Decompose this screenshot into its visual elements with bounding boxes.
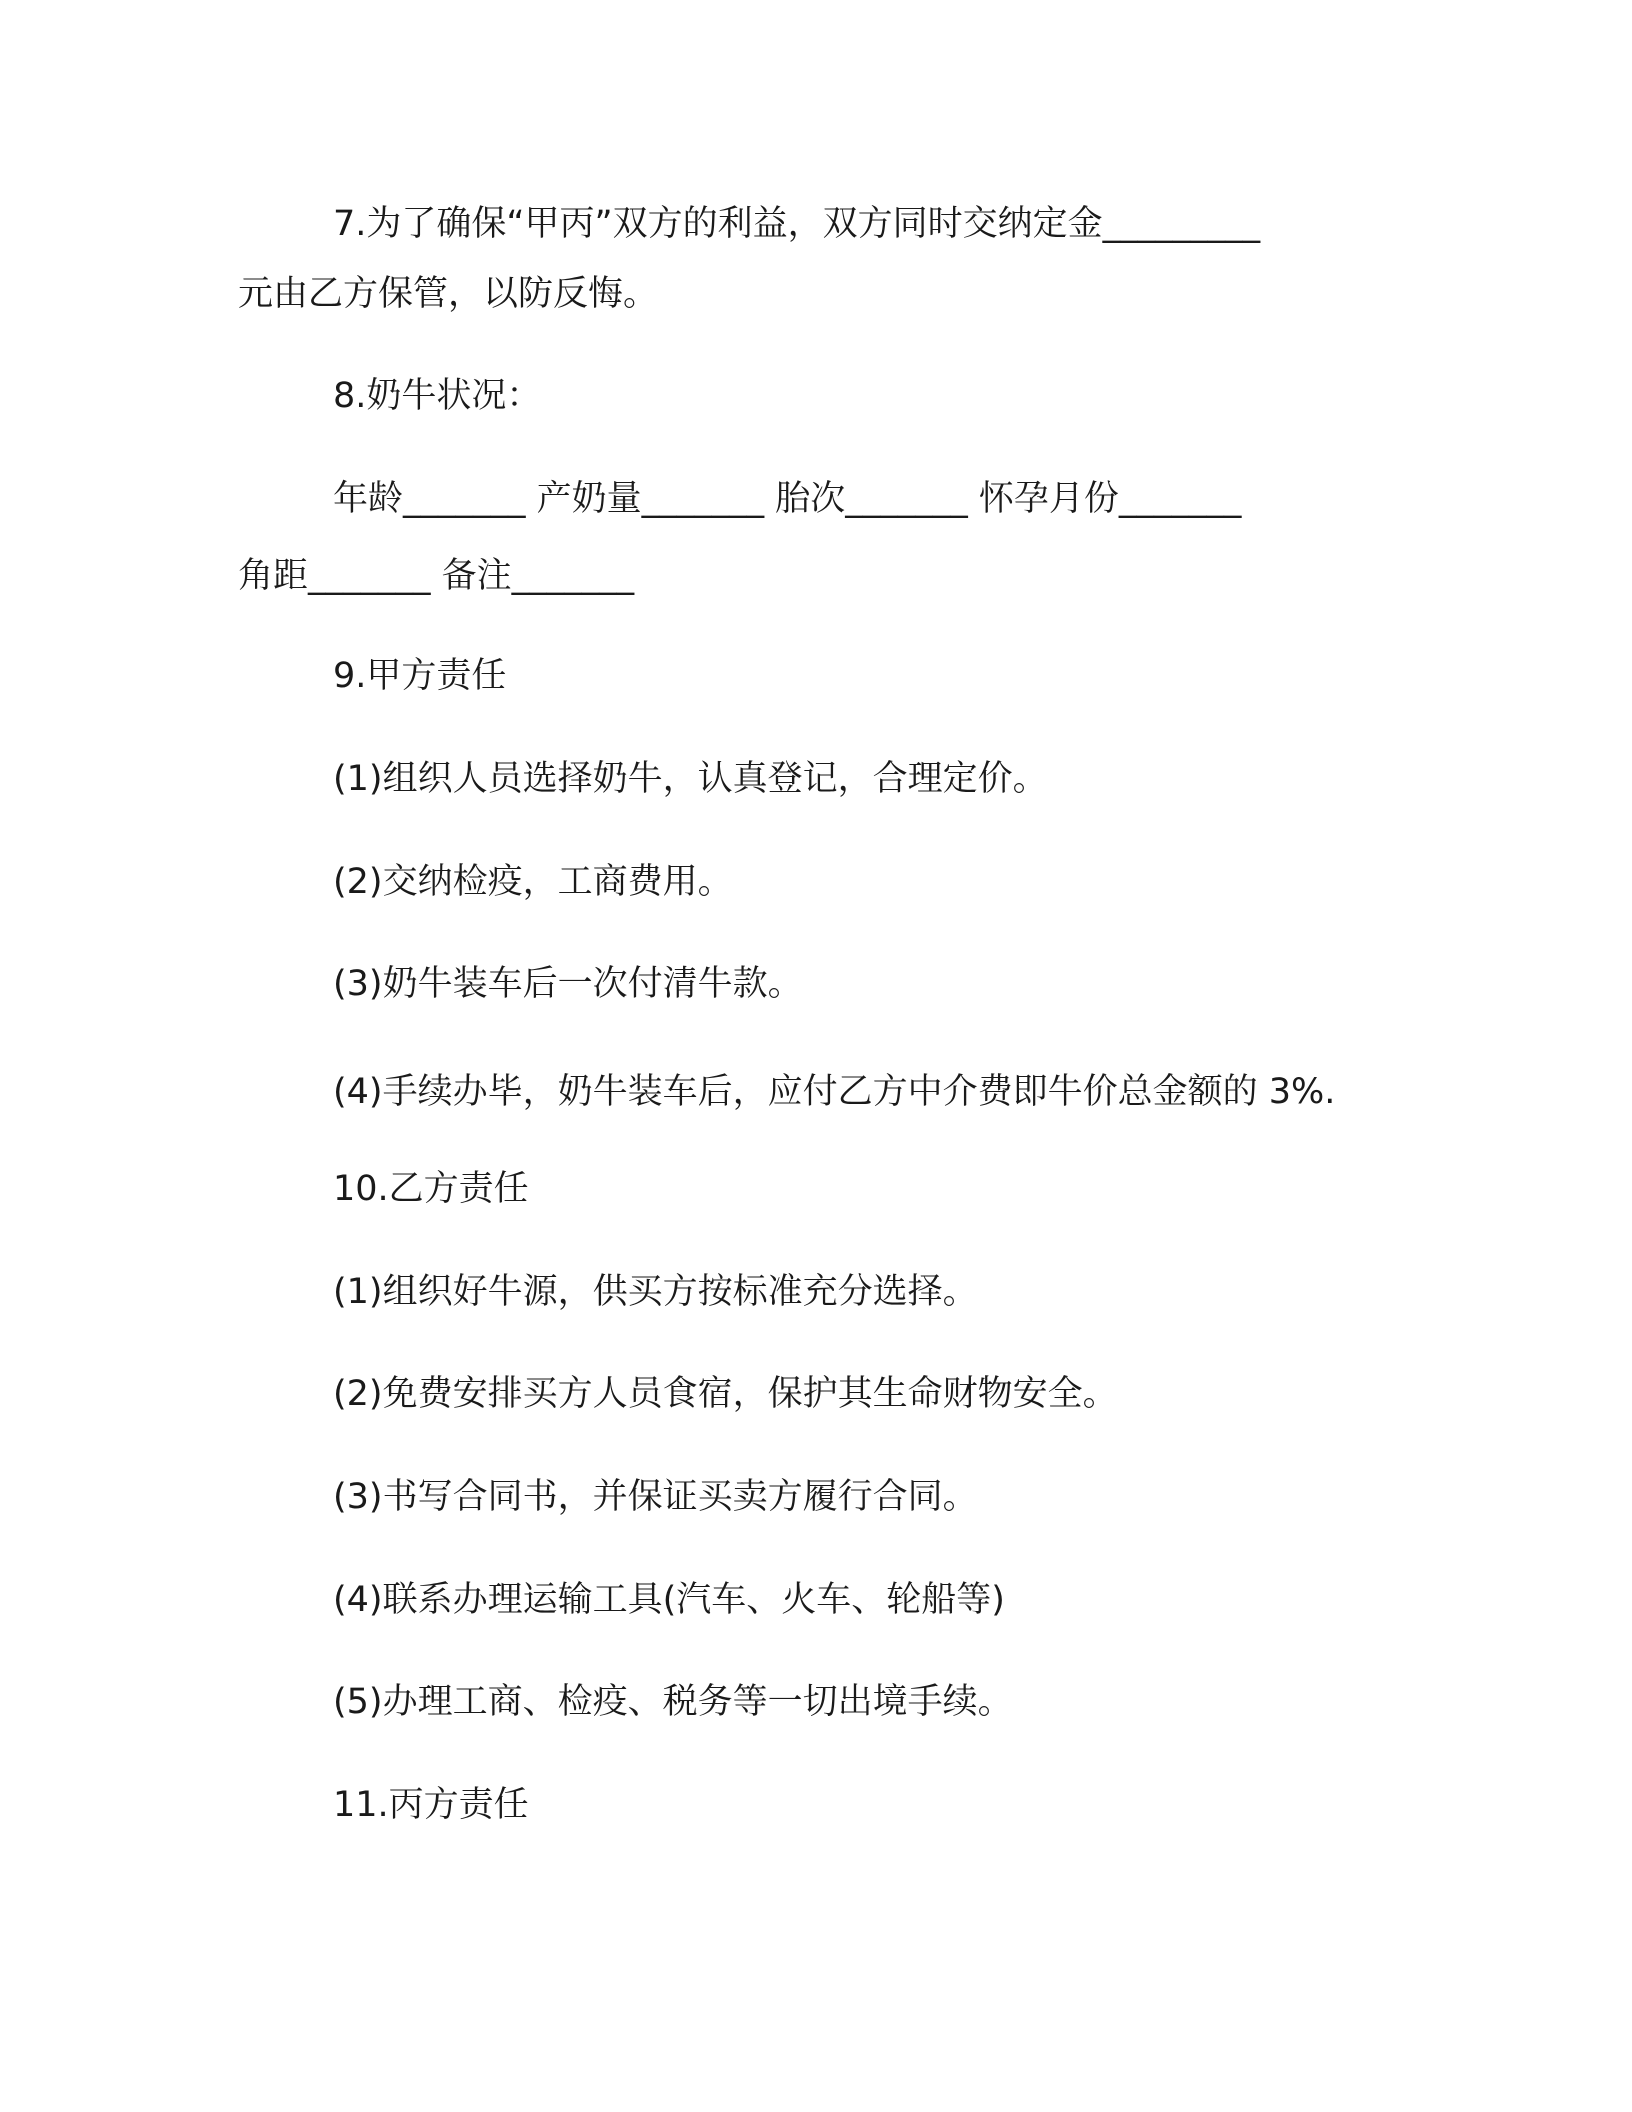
clause-8-heading: 8.奶牛状况：	[333, 376, 542, 416]
clause-9-item-2: (2)交纳检疫，工商费用。	[333, 862, 733, 902]
clause-11-heading: 11.丙方责任	[333, 1785, 529, 1825]
clause-10-item-2: (2)免费安排买方人员食宿，保护其生命财物安全。	[333, 1374, 1118, 1414]
clause-9-item-4: (4)手续办毕，奶牛装车后，应付乙方中介费即牛价总金额的 3%.	[333, 1072, 1336, 1112]
clause-10-heading: 10.乙方责任	[333, 1169, 529, 1209]
clause-9-item-1: (1)组织人员选择奶牛，认真登记，合理定价。	[333, 759, 1048, 799]
clause-7-deposit-line1: 7.为了确保“甲丙”双方的利益，双方同时交纳定金_________	[333, 204, 1261, 244]
clause-10-item-1: (1)组织好牛源，供买方按标准充分选择。	[333, 1272, 978, 1312]
clause-10-item-5: (5)办理工商、检疫、税务等一切出境手续。	[333, 1682, 1013, 1722]
clause-10-item-3: (3)书写合同书，并保证买卖方履行合同。	[333, 1477, 978, 1517]
clause-8-cow-details-line2: 角距_______ 备注_______	[238, 556, 635, 596]
clause-9-heading: 9.甲方责任	[333, 656, 507, 696]
clause-8-cow-details-line1: 年龄_______ 产奶量_______ 胎次_______ 怀孕月份_______	[333, 479, 1242, 519]
clause-7-deposit-line2: 元由乙方保管，以防反悔。	[238, 274, 659, 314]
clause-10-item-4: (4)联系办理运输工具(汽车、火车、轮船等)	[333, 1580, 1005, 1620]
clause-9-item-3: (3)奶牛装车后一次付清牛款。	[333, 964, 803, 1004]
